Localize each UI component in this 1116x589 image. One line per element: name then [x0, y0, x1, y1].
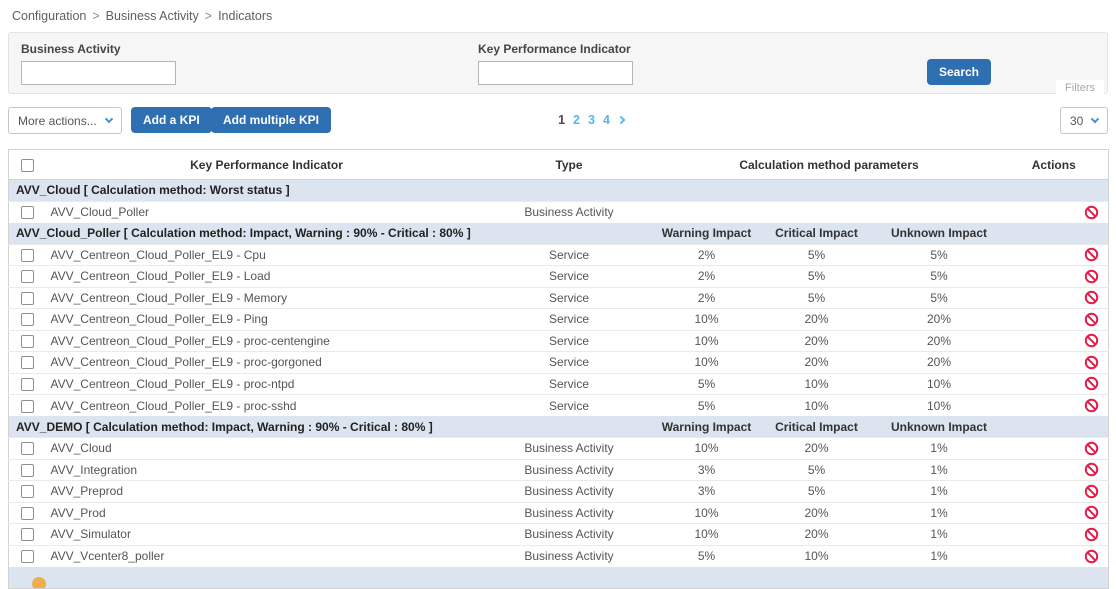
no-entry-icon[interactable] — [1084, 355, 1099, 370]
subcolumn-header-warning: Warning Impact — [652, 416, 762, 438]
checkbox-cell — [9, 545, 47, 567]
checkbox-cell — [9, 502, 47, 524]
row-checkbox[interactable] — [21, 249, 34, 262]
kpi-type: Service — [487, 266, 652, 288]
critical-impact-value: 10% — [762, 395, 872, 417]
kpi-type: Service — [487, 309, 652, 331]
actions-cell — [1007, 309, 1109, 331]
page-current: 1 — [558, 113, 566, 127]
unknown-impact-value: 5% — [872, 287, 1007, 309]
kpi-name: AVV_Centreon_Cloud_Poller_EL9 - proc-sshd — [47, 395, 487, 417]
kpi-name: AVV_Cloud_Poller — [47, 201, 487, 223]
breadcrumb-separator: > — [204, 9, 213, 23]
critical-impact-value: 20% — [762, 330, 872, 352]
row-checkbox[interactable] — [21, 528, 34, 541]
critical-impact-value: 20% — [762, 352, 872, 374]
kpi-name: AVV_Centreon_Cloud_Poller_EL9 - proc-ntpd — [47, 373, 487, 395]
actions-cell — [1007, 502, 1109, 524]
pagination — [558, 113, 624, 127]
select-all-cell — [9, 150, 47, 180]
kpi-type: Business Activity — [487, 459, 652, 481]
warning-impact-value: 10% — [652, 352, 762, 374]
kpi-row — [9, 524, 1109, 546]
group-title: AVV_Cloud_Poller [ Calculation method: Impact, Warning : 90% - Critical : 80% ] — [9, 223, 652, 245]
actions-cell — [1007, 287, 1109, 309]
warning-impact-value: 10% — [652, 502, 762, 524]
kpi-row — [9, 352, 1109, 374]
unknown-impact-value: 1% — [872, 438, 1007, 460]
unknown-impact-value: 10% — [872, 373, 1007, 395]
kpi-type: Business Activity — [487, 502, 652, 524]
no-entry-icon[interactable] — [1084, 205, 1099, 220]
row-checkbox[interactable] — [21, 356, 34, 369]
row-checkbox[interactable] — [21, 507, 34, 520]
critical-impact-value: 20% — [762, 438, 872, 460]
actions-cell — [1007, 266, 1109, 288]
kpi-row — [9, 373, 1109, 395]
kpi-name: AVV_Cloud — [47, 438, 487, 460]
warning-impact-value: 2% — [652, 266, 762, 288]
unknown-impact-value: 1% — [872, 459, 1007, 481]
group-title — [9, 567, 652, 589]
checkbox-cell — [9, 459, 47, 481]
subcolumn-header-unknown: Unknown Impact — [872, 416, 1007, 438]
group-actions-cell — [1007, 180, 1109, 202]
checkbox-cell — [9, 438, 47, 460]
no-entry-icon[interactable] — [1084, 484, 1099, 499]
unknown-impact-value: 20% — [872, 352, 1007, 374]
no-entry-icon[interactable] — [1084, 269, 1099, 284]
actions-cell — [1007, 545, 1109, 567]
critical-impact-value: 10% — [762, 373, 872, 395]
checkbox-cell — [9, 266, 47, 288]
no-entry-icon[interactable] — [1084, 462, 1099, 477]
kpi-name: AVV_Centreon_Cloud_Poller_EL9 - proc-centengine — [47, 330, 487, 352]
kpi-row — [9, 481, 1109, 503]
row-checkbox[interactable] — [21, 313, 34, 326]
filters-tab-label: Filters — [1056, 80, 1104, 96]
breadcrumb-item-indicators[interactable]: Indicators — [218, 9, 273, 23]
group-title: AVV_DEMO [ Calculation method: Impact, Warning : 90% - Critical : 80% ] — [9, 416, 652, 438]
kpi-name: AVV_Vcenter8_poller — [47, 545, 487, 567]
kpi-name: AVV_Centreon_Cloud_Poller_EL9 - proc-gorgoned — [47, 352, 487, 374]
subcolumn-header-warning — [652, 567, 762, 589]
kpi-row — [9, 201, 1109, 223]
subcolumn-header-critical: Critical Impact — [762, 416, 872, 438]
critical-impact-value: 5% — [762, 287, 872, 309]
no-entry-icon[interactable] — [1084, 505, 1099, 520]
unknown-impact-value — [872, 201, 1007, 223]
subcolumn-header-unknown: Unknown Impact — [872, 223, 1007, 245]
checkbox-cell — [9, 309, 47, 331]
warning-impact-value: 5% — [652, 395, 762, 417]
row-checkbox[interactable] — [21, 550, 34, 563]
kpi-row — [9, 459, 1109, 481]
breadcrumb — [0, 0, 1116, 29]
row-checkbox[interactable] — [21, 442, 34, 455]
actions-cell — [1007, 201, 1109, 223]
no-entry-icon[interactable] — [1084, 527, 1099, 542]
kpi-name: AVV_Prod — [47, 502, 487, 524]
search-button[interactable]: Search — [927, 59, 991, 85]
warning-impact-value: 10% — [652, 438, 762, 460]
chevron-down-icon — [1091, 115, 1099, 123]
kpi-name: AVV_Centreon_Cloud_Poller_EL9 - Memory — [47, 287, 487, 309]
unknown-impact-value: 1% — [872, 481, 1007, 503]
no-entry-icon[interactable] — [1084, 290, 1099, 305]
kpi-row — [9, 438, 1109, 460]
group-header-row — [9, 416, 1109, 438]
page-link-4[interactable]: 4 — [602, 113, 610, 127]
unknown-impact-value: 1% — [872, 524, 1007, 546]
unknown-impact-value: 10% — [872, 395, 1007, 417]
kpi-name: AVV_Simulator — [47, 524, 487, 546]
chevron-down-icon — [104, 115, 112, 123]
no-entry-icon[interactable] — [1084, 312, 1099, 327]
group-header-row — [9, 567, 1109, 589]
group-title: AVV_Cloud [ Calculation method: Worst status ] — [9, 180, 652, 202]
kpi-name: AVV_Integration — [47, 459, 487, 481]
kpi-row — [9, 545, 1109, 567]
group-actions-cell — [1007, 223, 1109, 245]
kpi-name: AVV_Centreon_Cloud_Poller_EL9 - Load — [47, 266, 487, 288]
group-header-row — [9, 180, 1109, 202]
warning-impact-value: 3% — [652, 459, 762, 481]
unknown-impact-value: 20% — [872, 330, 1007, 352]
no-entry-icon[interactable] — [1084, 333, 1099, 348]
more-actions-label: More actions... — [18, 113, 97, 128]
row-checkbox[interactable] — [21, 335, 34, 348]
critical-impact-value: 5% — [762, 244, 872, 266]
kpi-type: Business Activity — [487, 524, 652, 546]
add-kpi-button[interactable]: Add a KPI — [131, 107, 212, 133]
group-actions-cell — [1007, 416, 1109, 438]
header-calc-method: Calculation method parameters — [652, 150, 1007, 180]
business-activity-field-group — [21, 42, 176, 85]
critical-impact-value: 20% — [762, 309, 872, 331]
page-size-value: 30 — [1070, 113, 1084, 128]
warning-impact-value: 10% — [652, 330, 762, 352]
checkbox-cell — [9, 244, 47, 266]
unknown-impact-value: 5% — [872, 266, 1007, 288]
subcolumn-header-unknown — [872, 567, 1007, 589]
actions-cell — [1007, 330, 1109, 352]
breadcrumb-separator: > — [92, 9, 100, 23]
no-entry-icon[interactable] — [1084, 441, 1099, 456]
kpi-name: AVV_Centreon_Cloud_Poller_EL9 - Cpu — [47, 244, 487, 266]
checkbox-cell — [9, 201, 47, 223]
subcolumn-header-critical — [762, 567, 872, 589]
page-link-2[interactable]: 2 — [573, 113, 580, 127]
business-activity-input[interactable] — [21, 61, 176, 85]
kpi-input[interactable] — [478, 61, 633, 85]
kpi-table-body — [9, 180, 1109, 589]
kpi-row — [9, 266, 1109, 288]
warning-impact-value: 5% — [652, 545, 762, 567]
warning-impact-value: 5% — [652, 373, 762, 395]
kpi-type: Service — [487, 373, 652, 395]
row-checkbox[interactable] — [21, 485, 34, 498]
critical-impact-value: 20% — [762, 524, 872, 546]
kpi-type: Business Activity — [487, 481, 652, 503]
kpi-row — [9, 287, 1109, 309]
subcolumn-header-unknown — [872, 180, 1007, 202]
kpi-type: Business Activity — [487, 201, 652, 223]
subcolumn-header-critical — [762, 180, 872, 202]
add-multiple-kpi-button[interactable]: Add multiple KPI — [211, 107, 331, 133]
actions-cell — [1007, 438, 1109, 460]
actions-cell — [1007, 244, 1109, 266]
warning-impact-value: 10% — [652, 524, 762, 546]
warning-impact-value — [652, 201, 762, 223]
no-entry-icon[interactable] — [1084, 398, 1099, 413]
kpi-row — [9, 502, 1109, 524]
unknown-impact-value: 5% — [872, 244, 1007, 266]
kpi-table — [8, 149, 1109, 589]
more-actions-select[interactable] — [8, 107, 122, 134]
no-entry-icon[interactable] — [1084, 247, 1099, 262]
checkbox-cell — [9, 330, 47, 352]
kpi-type: Service — [487, 352, 652, 374]
kpi-name: AVV_Preprod — [47, 481, 487, 503]
no-entry-icon[interactable] — [1084, 549, 1099, 564]
warning-impact-value: 2% — [652, 287, 762, 309]
critical-impact-value — [762, 201, 872, 223]
header-type: Type — [487, 150, 652, 180]
row-checkbox[interactable] — [21, 292, 34, 305]
critical-impact-value: 5% — [762, 459, 872, 481]
critical-impact-value: 10% — [762, 545, 872, 567]
checkbox-cell — [9, 352, 47, 374]
row-checkbox[interactable] — [21, 270, 34, 283]
row-checkbox[interactable] — [21, 400, 34, 413]
kpi-type: Service — [487, 330, 652, 352]
checkbox-cell — [9, 373, 47, 395]
header-actions: Actions — [1007, 150, 1109, 180]
page-size-select[interactable] — [1060, 107, 1108, 134]
row-checkbox[interactable] — [21, 206, 34, 219]
critical-impact-value: 5% — [762, 481, 872, 503]
actions-cell — [1007, 352, 1109, 374]
subcolumn-header-warning: Warning Impact — [652, 223, 762, 245]
breadcrumb-item-configuration[interactable]: Configuration — [12, 9, 87, 23]
checkbox-cell — [9, 395, 47, 417]
subcolumn-header-critical: Critical Impact — [762, 223, 872, 245]
checkbox-cell — [9, 287, 47, 309]
kpi-type: Service — [487, 287, 652, 309]
header-kpi: Key Performance Indicator — [47, 150, 487, 180]
page-link-3[interactable]: 3 — [588, 113, 595, 127]
kpi-row — [9, 309, 1109, 331]
toolbar — [8, 107, 1108, 134]
critical-impact-value: 20% — [762, 502, 872, 524]
breadcrumb-item-business-activity[interactable]: Business Activity — [105, 9, 199, 23]
chevron-right-icon[interactable] — [617, 116, 625, 124]
critical-impact-value: 5% — [762, 266, 872, 288]
warning-impact-value: 10% — [652, 309, 762, 331]
warning-impact-value: 3% — [652, 481, 762, 503]
warning-icon — [32, 577, 46, 588]
group-header-row — [9, 223, 1109, 245]
kpi-type: Service — [487, 395, 652, 417]
kpi-row — [9, 395, 1109, 417]
group-actions-cell — [1007, 567, 1109, 589]
kpi-label: Key Performance Indicator — [478, 42, 631, 56]
actions-cell — [1007, 395, 1109, 417]
kpi-type: Business Activity — [487, 438, 652, 460]
no-entry-icon[interactable] — [1084, 376, 1099, 391]
filter-panel — [8, 32, 1108, 94]
kpi-type: Business Activity — [487, 545, 652, 567]
kpi-field-group — [478, 42, 633, 85]
kpi-name: AVV_Centreon_Cloud_Poller_EL9 - Ping — [47, 309, 487, 331]
actions-cell — [1007, 481, 1109, 503]
kpi-type: Service — [487, 244, 652, 266]
warning-impact-value: 2% — [652, 244, 762, 266]
kpi-row — [9, 330, 1109, 352]
subcolumn-header-warning — [652, 180, 762, 202]
kpi-row — [9, 244, 1109, 266]
actions-cell — [1007, 459, 1109, 481]
table-header-row — [9, 150, 1109, 180]
unknown-impact-value: 20% — [872, 309, 1007, 331]
select-all-checkbox[interactable] — [21, 159, 34, 172]
unknown-impact-value: 1% — [872, 502, 1007, 524]
checkbox-cell — [9, 524, 47, 546]
checkbox-cell — [9, 481, 47, 503]
row-checkbox[interactable] — [21, 378, 34, 391]
actions-cell — [1007, 373, 1109, 395]
actions-cell — [1007, 524, 1109, 546]
unknown-impact-value: 1% — [872, 545, 1007, 567]
business-activity-label: Business Activity — [21, 42, 121, 56]
row-checkbox[interactable] — [21, 464, 34, 477]
